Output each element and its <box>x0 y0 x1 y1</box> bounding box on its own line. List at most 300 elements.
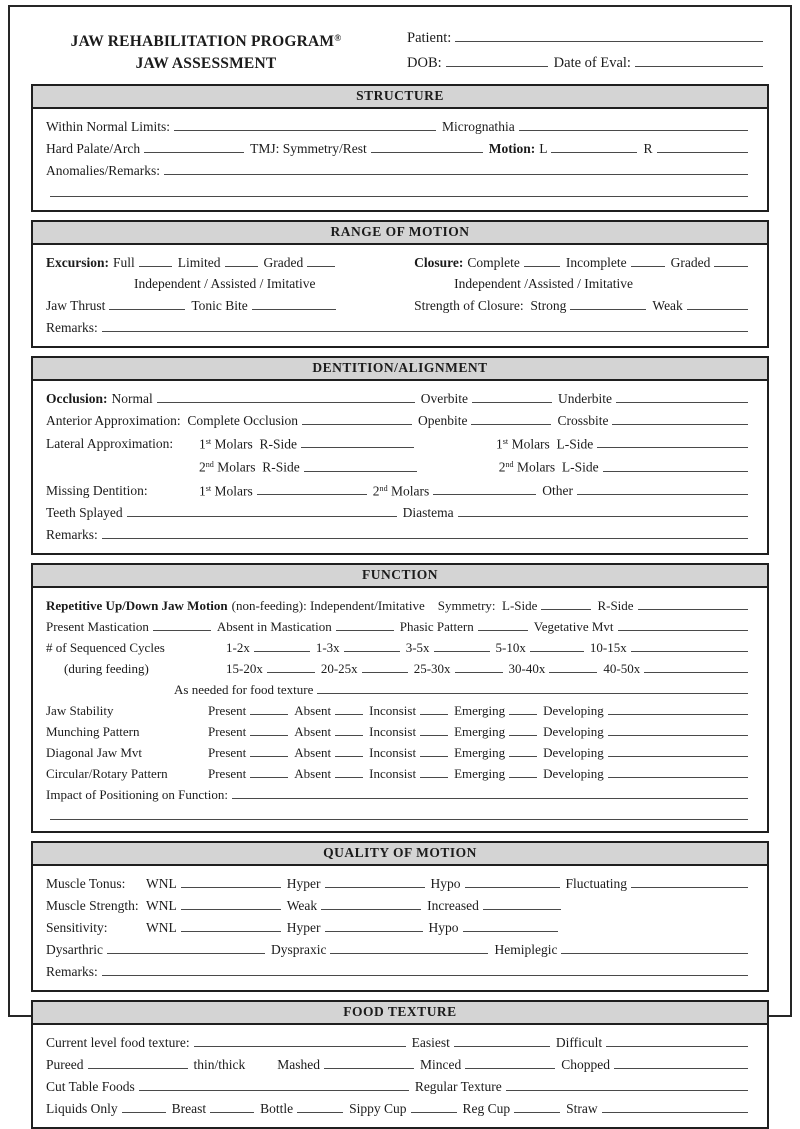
blank-line <box>317 678 748 694</box>
field-label: Present Mastication <box>46 619 149 635</box>
blank-line <box>714 251 748 267</box>
blank-line <box>687 294 748 310</box>
field-label: Independent /Assisted / Imitative <box>454 276 633 291</box>
field-label: Closure: <box>414 255 464 270</box>
field-label: 1-2x <box>226 640 250 656</box>
section-body <box>31 588 769 833</box>
field-label: Regular Texture <box>414 1079 502 1095</box>
blank-line <box>153 615 211 631</box>
field-label-text: Molars L-Side <box>508 436 594 452</box>
field-label: Present <box>208 724 247 740</box>
blank-line <box>509 720 537 736</box>
section-food-texture <box>31 1000 769 1129</box>
blank-line <box>88 1053 188 1069</box>
blank-line <box>478 615 528 631</box>
blank-line <box>194 1031 406 1047</box>
field-label-text: Molars R-Side <box>213 459 300 475</box>
blank-line <box>541 594 591 610</box>
form-row <box>46 251 754 273</box>
section-body <box>31 866 769 992</box>
field-label: Symmetry: L-Side <box>437 598 538 614</box>
field-label: (non-feeding): Independent/Imitative <box>231 598 425 614</box>
field-label: (during feeding) <box>64 661 149 677</box>
field-label: WNL <box>146 920 177 936</box>
section-title: FOOD TEXTURE <box>31 1000 769 1025</box>
blank-line <box>330 938 488 954</box>
field-label: Munching Pattern <box>46 724 140 740</box>
field-label: Graded <box>670 255 711 270</box>
blank-line <box>139 1075 409 1091</box>
field-label: Hemiplegic <box>494 942 558 958</box>
blank-line <box>157 387 415 403</box>
field-label: Jaw Thrust <box>46 298 106 313</box>
ordinal-superscript: st <box>205 437 212 446</box>
form-row <box>46 294 754 316</box>
blank-line <box>549 657 597 673</box>
form-row <box>46 720 754 741</box>
ordinal-superscript: st <box>205 483 212 493</box>
field-label: Occlusion: <box>46 391 108 406</box>
blank-line <box>144 137 244 153</box>
form-page <box>8 5 792 1117</box>
form-row <box>46 316 754 338</box>
field-label-text: Molars <box>387 483 430 499</box>
form-row <box>46 678 754 699</box>
form-row <box>46 916 754 938</box>
field-label: Absent <box>294 703 332 719</box>
field-label-text: 1 <box>199 483 206 499</box>
field-label: Excursion: <box>46 255 110 270</box>
form-row <box>46 1075 754 1097</box>
form-row <box>46 783 754 804</box>
patient-row <box>407 26 769 51</box>
blank-line <box>181 872 281 888</box>
blank-line <box>608 699 748 715</box>
blank-line <box>181 894 281 910</box>
form-row <box>46 1053 754 1075</box>
form-row <box>46 1097 754 1119</box>
field-label: Anterior Approximation: Complete Occlusion <box>46 413 298 428</box>
field-label: Bottle <box>260 1101 294 1117</box>
form-row <box>46 657 754 678</box>
blank-line <box>174 115 436 131</box>
blank-line <box>107 938 265 954</box>
blank-line <box>181 916 281 932</box>
form-row <box>46 741 754 762</box>
blank-line <box>602 1097 748 1113</box>
dob-row <box>407 51 769 76</box>
field-label: Impact of Positioning on Function: <box>46 787 228 803</box>
section-title: DENTITION/ALIGNMENT <box>31 356 769 381</box>
field-label: Hypo <box>430 876 461 892</box>
blank-line <box>250 699 288 715</box>
blank-line <box>307 251 335 267</box>
blank-line <box>102 316 748 332</box>
field-label: Breast <box>171 1101 207 1117</box>
field-label: 10-15x <box>589 640 627 656</box>
blank-line <box>420 699 448 715</box>
field-label: Muscle Tonus: <box>46 876 126 892</box>
field-label: Other <box>542 483 573 499</box>
patient-label: Patient: <box>407 30 452 46</box>
field-label: Repetitive Up/Down Jaw Motion <box>46 598 228 614</box>
field-label: Weak <box>286 898 318 914</box>
field-label: Present <box>208 766 247 782</box>
form-row <box>46 387 754 409</box>
blank-line <box>232 783 748 799</box>
title-block <box>31 19 381 76</box>
blank-line <box>301 432 414 448</box>
field-label: Emerging <box>454 724 506 740</box>
field-label-text: Molars R-Side <box>211 436 298 452</box>
form-row <box>46 594 754 615</box>
field-label: Reg Cup <box>462 1101 511 1117</box>
row-right-column <box>414 251 754 273</box>
field-label: thin/thick <box>193 1057 246 1073</box>
field-label <box>373 478 429 501</box>
field-label-text: 2 <box>199 459 206 475</box>
field-label: Remarks: <box>46 964 98 980</box>
field-label: 25-30x <box>413 661 451 677</box>
blank-line <box>336 615 394 631</box>
blank-line <box>577 479 748 495</box>
field-label: WNL <box>146 898 177 914</box>
blank-line <box>420 762 448 778</box>
field-label: Developing <box>543 703 604 719</box>
blank-line <box>506 1075 748 1091</box>
blank-line <box>514 1097 560 1113</box>
blank-line <box>371 137 483 153</box>
blank-line <box>102 960 748 976</box>
blank-line <box>321 894 421 910</box>
field-label: Emerging <box>454 745 506 761</box>
date-of-eval-blank-line <box>635 51 763 67</box>
field-label: # of Sequenced Cycles <box>46 640 165 656</box>
form-row <box>46 699 754 720</box>
form-row <box>46 181 754 202</box>
form-row <box>46 523 754 545</box>
ordinal-superscript: nd <box>505 460 514 470</box>
blank-line <box>454 1031 550 1047</box>
field-label: Full <box>113 255 135 270</box>
blank-line <box>631 872 748 888</box>
form-row <box>46 636 754 657</box>
blank-line <box>509 762 537 778</box>
blank-line <box>304 456 417 472</box>
field-label-text: 1 <box>496 436 503 452</box>
blank-line <box>524 251 560 267</box>
field-label: WNL <box>146 876 177 892</box>
blank-line <box>344 636 400 652</box>
blank-line <box>362 657 408 673</box>
field-label: Missing Dentition: <box>46 483 148 499</box>
field-label: Pureed <box>46 1057 84 1073</box>
blank-line <box>465 1053 555 1069</box>
blank-line <box>463 916 558 932</box>
field-label: Strength of Closure: Strong <box>414 298 567 313</box>
blank-line <box>570 294 646 310</box>
section-body <box>31 245 769 348</box>
blank-line <box>325 916 423 932</box>
form-header <box>31 19 769 76</box>
field-label: Developing <box>543 745 604 761</box>
blank-line <box>302 409 412 425</box>
blank-line <box>335 762 363 778</box>
section-body <box>31 381 769 555</box>
blank-line <box>50 181 748 197</box>
field-label-text: 2 <box>498 459 506 475</box>
row-right-column <box>414 273 754 294</box>
blank-line <box>164 159 748 175</box>
form-row <box>46 159 754 181</box>
blank-line <box>127 501 397 517</box>
field-label: Openbite <box>417 413 468 428</box>
blank-line <box>324 1053 414 1069</box>
field-label: Mashed <box>277 1057 320 1073</box>
form-title-text: JAW REHABILITATION PROGRAM <box>70 33 335 51</box>
ordinal-superscript: st <box>502 437 509 446</box>
section-title: RANGE OF MOTION <box>31 220 769 245</box>
ordinal-superscript: nd <box>379 483 388 493</box>
field-label: Weak <box>652 298 683 313</box>
patient-blank-line <box>455 26 763 42</box>
blank-line <box>250 741 288 757</box>
field-label: Minced <box>420 1057 462 1073</box>
form-title <box>31 28 381 53</box>
field-label-text: Molars L-Side <box>513 459 599 475</box>
blank-line <box>250 720 288 736</box>
field-label: Inconsist <box>369 724 417 740</box>
field-label: Developing <box>543 766 604 782</box>
field-label: Remarks: <box>46 527 98 543</box>
form-row <box>46 1031 754 1053</box>
blank-line <box>250 762 288 778</box>
field-label: 15-20x <box>226 661 263 677</box>
field-label: Dyspraxic <box>270 942 327 958</box>
field-label: Hard Palate/Arch <box>46 141 141 156</box>
field-label: Difficult <box>555 1035 603 1051</box>
form-row <box>46 273 754 294</box>
blank-line <box>614 1053 748 1069</box>
blank-line <box>519 115 748 131</box>
blank-line <box>122 1097 166 1113</box>
field-label: Absent in Mastication <box>216 619 332 635</box>
form-row <box>46 137 754 159</box>
blank-line <box>335 741 363 757</box>
field-label: R-Side <box>597 598 634 614</box>
blank-line <box>50 804 748 820</box>
form-row <box>46 960 754 982</box>
blank-line <box>606 1031 748 1047</box>
field-label: Muscle Strength: <box>46 898 139 914</box>
blank-line <box>471 409 551 425</box>
field-label: Overbite <box>420 391 468 406</box>
field-label: L <box>539 141 548 156</box>
field-label: Limited <box>177 255 221 270</box>
blank-line <box>603 456 748 472</box>
blank-line <box>608 741 748 757</box>
field-label: Circular/Rotary Pattern <box>46 766 168 782</box>
blank-line <box>433 479 536 495</box>
blank-line <box>297 1097 343 1113</box>
blank-line <box>139 251 172 267</box>
blank-line <box>657 137 749 153</box>
date-of-eval-label: Date of Eval: <box>553 55 631 71</box>
field-label: Lateral Approximation: <box>46 436 174 452</box>
field-label: Jaw Stability <box>46 703 114 719</box>
field-label: Graded <box>263 255 304 270</box>
blank-line <box>608 720 748 736</box>
form-row <box>46 894 754 916</box>
section-title: QUALITY OF MOTION <box>31 841 769 866</box>
dob-label: DOB: <box>407 55 442 71</box>
field-label: Anomalies/Remarks: <box>46 163 160 178</box>
blank-line <box>210 1097 254 1113</box>
field-label: Liquids Only <box>46 1101 118 1117</box>
field-label: Remarks: <box>46 320 98 335</box>
form-row <box>46 615 754 636</box>
field-label: Tonic Bite <box>191 298 248 313</box>
blank-line <box>254 636 310 652</box>
field-label: 5-10x <box>495 640 526 656</box>
form-row <box>46 804 754 823</box>
blank-line <box>465 872 560 888</box>
field-label: Hyper <box>286 876 321 892</box>
field-label: Complete <box>467 255 520 270</box>
field-label: Straw <box>566 1101 598 1117</box>
field-label: Within Normal Limits: <box>46 119 170 134</box>
blank-line <box>335 720 363 736</box>
field-label-text: 1 <box>199 436 206 452</box>
form-inner <box>10 7 790 1129</box>
row-left-column <box>46 294 414 316</box>
section-function <box>31 563 769 833</box>
field-label: Absent <box>294 745 332 761</box>
blank-line <box>530 636 584 652</box>
field-label <box>499 454 599 477</box>
ordinal-superscript: nd <box>205 460 214 470</box>
field-label: 40-50x <box>603 661 641 677</box>
field-label: Cut Table Foods <box>46 1079 135 1095</box>
blank-line <box>420 741 448 757</box>
field-label: Emerging <box>454 766 506 782</box>
field-label: Inconsist <box>369 745 417 761</box>
field-label: Inconsist <box>369 703 417 719</box>
blank-line <box>102 523 748 539</box>
form-row <box>46 872 754 894</box>
registered-mark: ® <box>334 34 342 44</box>
form-row <box>46 762 754 783</box>
field-label: Incomplete <box>565 255 627 270</box>
blank-line <box>411 1097 457 1113</box>
blank-line <box>458 501 748 517</box>
field-label: TMJ: Symmetry/Rest <box>250 141 367 156</box>
blank-line <box>325 872 425 888</box>
blank-line <box>509 699 537 715</box>
field-label: Current level food texture: <box>46 1035 190 1051</box>
blank-line <box>252 294 336 310</box>
field-label: Developing <box>543 724 604 740</box>
form-row <box>46 938 754 960</box>
form-row <box>46 115 754 137</box>
blank-line <box>644 657 748 673</box>
blank-line <box>109 294 185 310</box>
form-row <box>46 409 754 431</box>
field-label <box>199 454 300 477</box>
dob-blank-line <box>446 51 548 67</box>
form-row <box>46 454 754 477</box>
blank-line <box>618 615 748 631</box>
row-right-column <box>414 294 754 316</box>
field-label: Present <box>208 703 247 719</box>
field-label: R <box>643 141 653 156</box>
field-label: Motion: <box>488 141 536 156</box>
row-left-column <box>46 273 414 294</box>
form-subtitle: JAW ASSESSMENT <box>135 55 277 73</box>
field-label: Inconsist <box>369 766 417 782</box>
field-label: Micrognathia <box>441 119 515 134</box>
field-label: Hypo <box>428 920 459 936</box>
field-label <box>199 431 297 454</box>
blank-line <box>335 699 363 715</box>
field-label: 1-3x <box>315 640 340 656</box>
field-label: Diastema <box>402 505 454 521</box>
form-row <box>46 478 754 501</box>
blank-line <box>612 409 748 425</box>
blank-line <box>551 137 637 153</box>
section-dentition-alignment <box>31 356 769 555</box>
section-quality-of-motion <box>31 841 769 992</box>
blank-line <box>455 657 503 673</box>
field-label: Chopped <box>561 1057 610 1073</box>
field-label <box>496 431 593 454</box>
field-label: 30-40x <box>508 661 546 677</box>
section-title: FUNCTION <box>31 563 769 588</box>
blank-line <box>225 251 258 267</box>
form-row <box>46 431 754 454</box>
field-label: Independent / Assisted / Imitative <box>134 276 316 291</box>
field-label: 20-25x <box>320 661 358 677</box>
blank-line <box>472 387 552 403</box>
field-label: Increased <box>427 898 479 914</box>
blank-line <box>616 387 748 403</box>
field-label: As needed for food texture <box>174 682 314 698</box>
form-sections <box>31 84 769 1129</box>
field-label: Emerging <box>454 703 506 719</box>
blank-line <box>267 657 315 673</box>
section-body <box>31 109 769 212</box>
field-label-text: 2 <box>372 483 380 499</box>
field-label: Absent <box>294 724 332 740</box>
field-label: Diagonal Jaw Mvt <box>46 745 143 761</box>
blank-line <box>483 894 561 910</box>
field-label: Absent <box>294 766 332 782</box>
field-label: Crossbite <box>557 413 609 428</box>
section-title: STRUCTURE <box>31 84 769 109</box>
field-label: Underbite <box>558 391 612 406</box>
field-label: Teeth Splayed <box>46 505 123 521</box>
blank-line <box>631 251 665 267</box>
blank-line <box>638 594 748 610</box>
blank-line <box>434 636 490 652</box>
field-label: Present <box>208 745 247 761</box>
field-label: Hyper <box>286 920 321 936</box>
field-label: Dysarthric <box>46 942 103 958</box>
field-label <box>199 478 253 501</box>
field-label: Normal <box>111 391 153 406</box>
field-label: Phasic Pattern <box>399 619 474 635</box>
blank-line <box>608 762 748 778</box>
